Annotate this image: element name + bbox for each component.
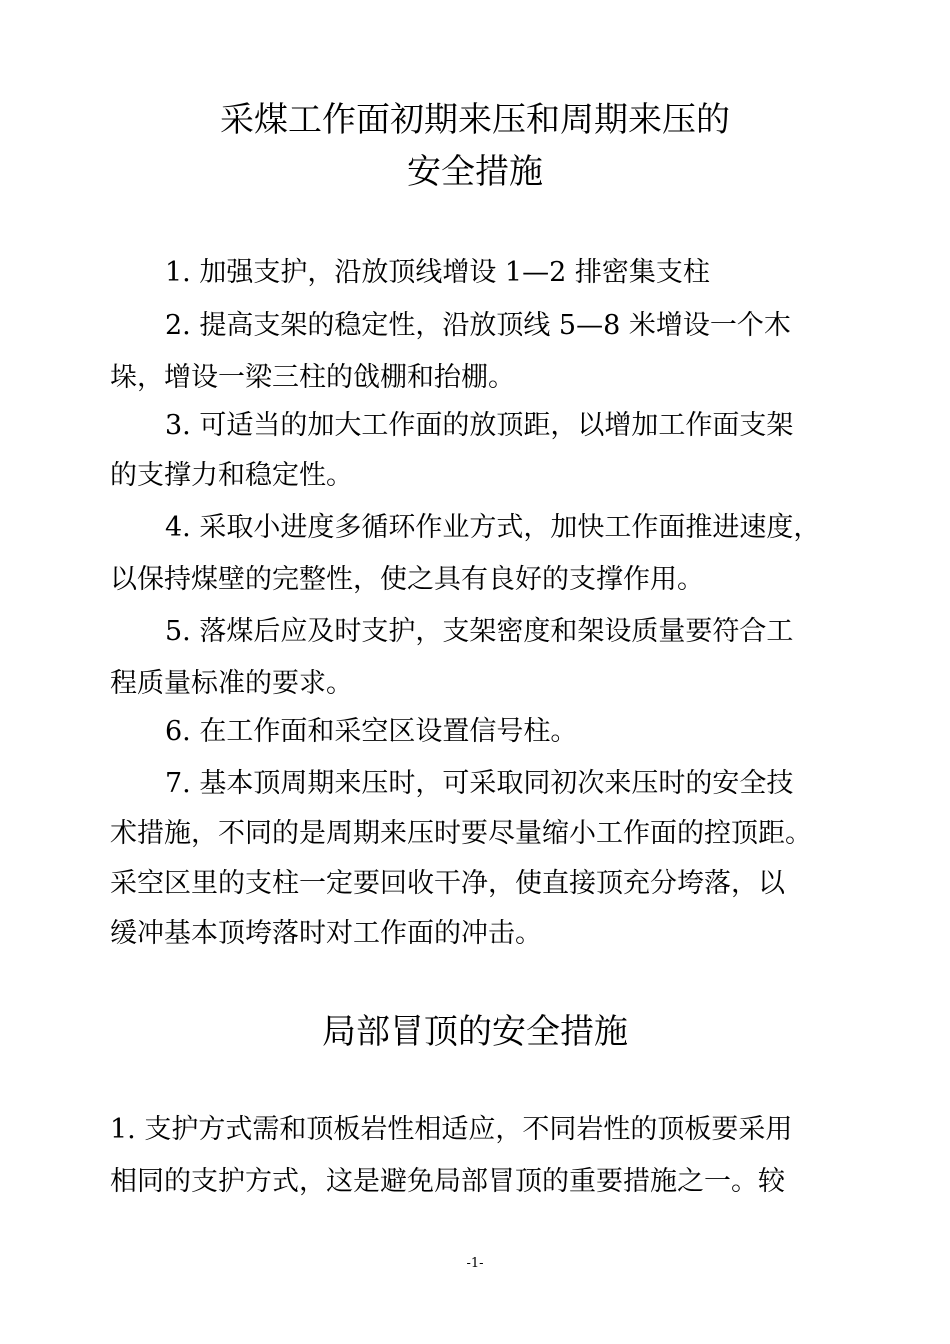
- section2-item-1-line-1: 1. 支护方式需和顶板岩性相适应，不同岩性的顶板要采用: [110, 1114, 793, 1145]
- item-4-line-1: 4. 采取小进度多循环作业方式，加快工作面推进速度，: [165, 512, 821, 543]
- item-3-line-2: 的支撑力和稳定性。: [110, 460, 353, 491]
- item-7-line-4: 缓冲基本顶垮落时对工作面的冲击。: [110, 918, 542, 949]
- page-number: -1-: [466, 1256, 484, 1271]
- document-title-line-1: 采煤工作面初期来压和周期来压的: [220, 100, 730, 140]
- item-6-line-1: 6. 在工作面和采空区设置信号柱。: [165, 716, 578, 747]
- section2-item-1-line-2: 相同的支护方式，这是避免局部冒顶的重要措施之一。较: [110, 1166, 785, 1197]
- item-2-line-2: 垛，增设一梁三柱的戗棚和抬棚。: [110, 362, 515, 393]
- item-5-line-1: 5. 落煤后应及时支护，支架密度和架设质量要符合工: [165, 616, 794, 647]
- section-title: 局部冒顶的安全措施: [322, 1012, 628, 1052]
- item-1-line-1: 1. 加强支护，沿放顶线增设 1—2 排密集支柱: [165, 257, 710, 288]
- item-4-line-2: 以保持煤壁的完整性，使之具有良好的支撑作用。: [110, 564, 704, 595]
- document-title-line-2: 安全措施: [407, 152, 543, 192]
- item-5-line-2: 程质量标准的要求。: [110, 668, 353, 699]
- item-7-line-2: 术措施，不同的是周期来压时要尽量缩小工作面的控顶距。: [110, 818, 812, 849]
- item-3-line-1: 3. 可适当的加大工作面的放顶距，以增加工作面支架: [165, 410, 794, 441]
- item-2-line-1: 2. 提高支架的稳定性，沿放顶线 5—8 米增设一个木: [165, 310, 791, 341]
- item-7-line-3: 采空区里的支柱一定要回收干净，使直接顶充分垮落，以: [110, 868, 785, 899]
- item-7-line-1: 7. 基本顶周期来压时，可采取同初次来压时的安全技: [165, 768, 794, 799]
